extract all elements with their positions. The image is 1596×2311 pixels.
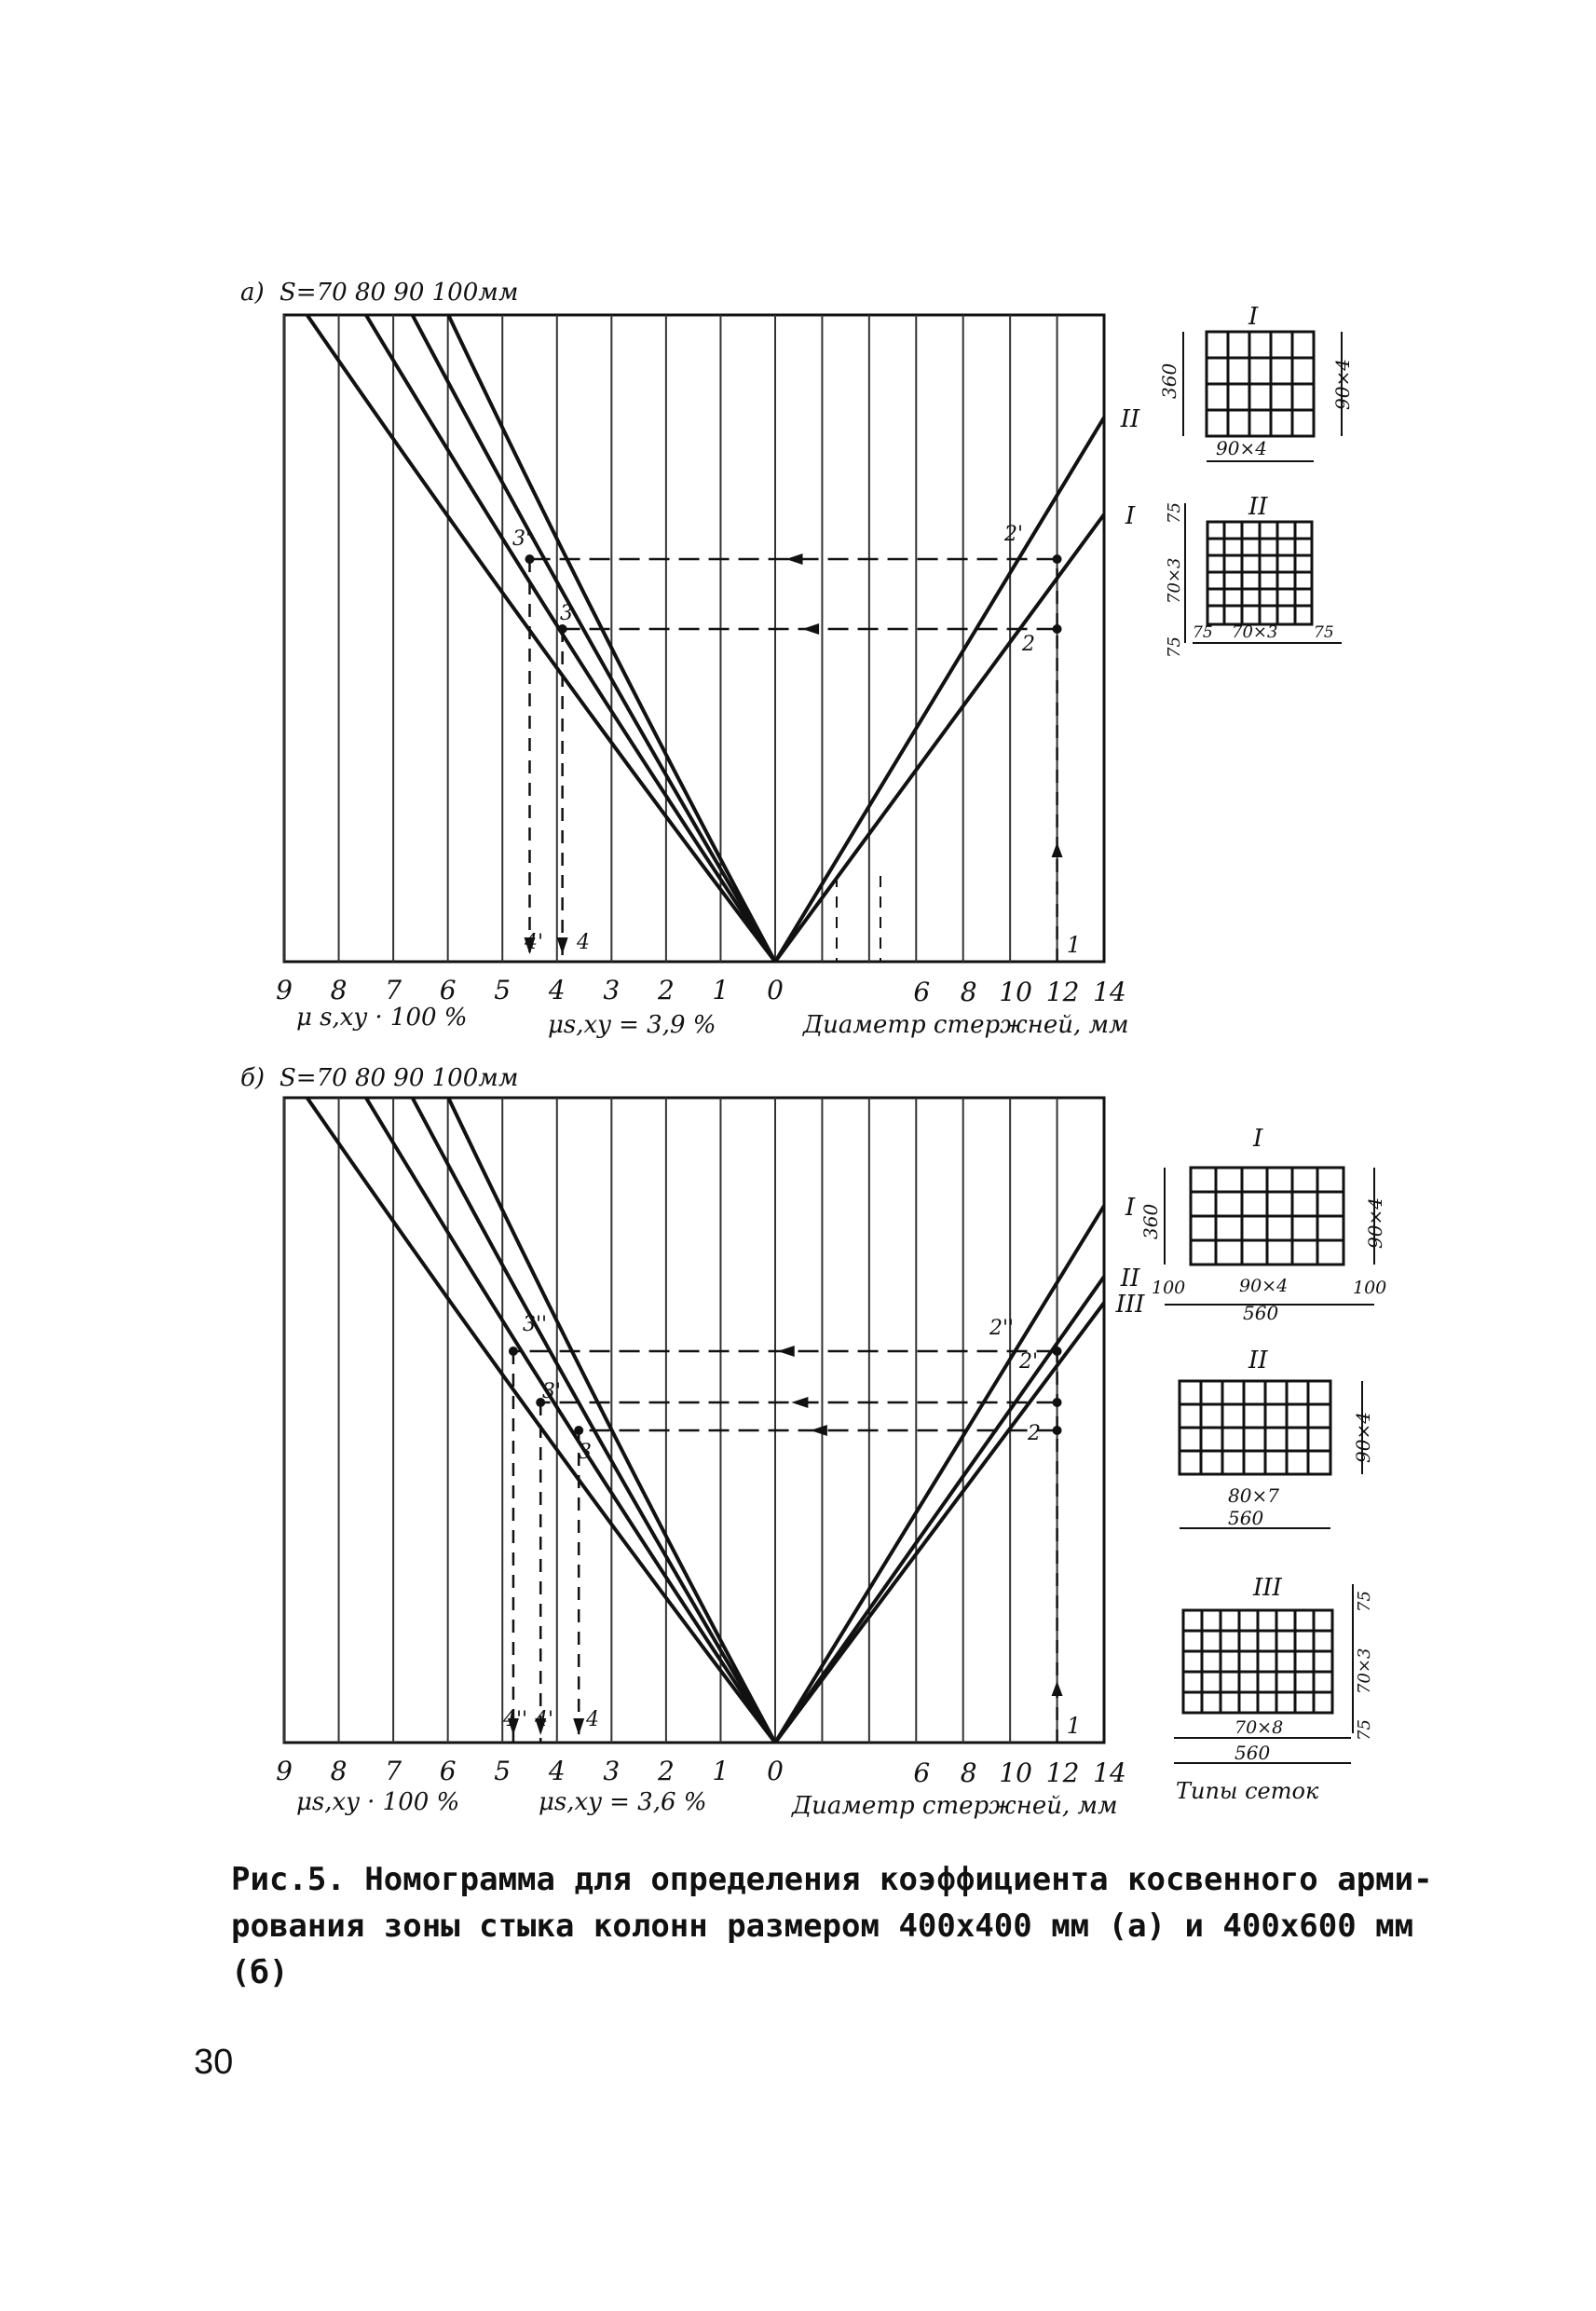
mesh-a-II-title: II <box>1248 493 1268 521</box>
series-line-S80 <box>366 1098 775 1743</box>
mesh-a-II-dim-left-bottom: 75 <box>1165 636 1184 658</box>
example-point-label: 3' <box>541 1380 562 1403</box>
mesh-b-II-dim-right: 90×4 <box>1352 1412 1374 1463</box>
tick-label-right: 14 <box>1093 977 1126 1007</box>
tick-label-right: 14 <box>1093 1757 1126 1788</box>
example-point-label: 2 <box>1022 633 1035 656</box>
example-point <box>509 1347 518 1356</box>
tick-label-right: 10 <box>999 1757 1032 1788</box>
series-line-S70 <box>307 1098 775 1743</box>
mesh-a-I-dim-right: 90×4 <box>1331 359 1354 410</box>
example-arrow-left <box>802 623 819 635</box>
series-line-S80 <box>366 315 775 962</box>
panel-b-s-values: S=70 80 90 100мм <box>280 1064 519 1092</box>
mesh-a-I-dim-bottom: 90×4 <box>1216 437 1267 459</box>
page-number: 30 <box>194 2043 234 2082</box>
nomogram-b <box>276 1098 1145 1788</box>
example-point-label: 1 <box>1066 1713 1082 1739</box>
example-point-label: 3 <box>560 602 573 625</box>
panel-b-result-label: μs,xy = 3,6 % <box>539 1788 707 1816</box>
mesh-b-I-dim-total: 560 <box>1243 1302 1279 1324</box>
example-point <box>1053 1426 1062 1435</box>
mesh-b-II <box>1180 1347 1374 1529</box>
mesh-b-III-dim-right-top: 75 <box>1355 1591 1374 1612</box>
example-point-label: 3 <box>579 1441 592 1464</box>
tick-label-left: 4 <box>548 975 566 1005</box>
tick-label-left: 3 <box>603 1756 621 1786</box>
mesh-b-II-dim-total: 560 <box>1228 1507 1264 1529</box>
example-arrow-up <box>1052 1681 1063 1696</box>
mesh-b-III <box>1174 1574 1374 1764</box>
example-arrow-left <box>791 1397 808 1408</box>
example-point-label: 2' <box>1018 1350 1039 1374</box>
mesh-a-II-dim-bottom-left: 75 <box>1193 623 1213 642</box>
tick-label-left: 8 <box>330 975 348 1005</box>
series-line-mesh-I <box>775 1206 1104 1743</box>
example-point <box>574 1426 583 1435</box>
caption-line-1: Рис.5. Номограмма для определения коэффициента косвенного арми- <box>231 1861 1433 1898</box>
example-arrow-left <box>811 1425 827 1436</box>
tick-label-left: 0 <box>767 975 784 1005</box>
example-arrow-down <box>573 1718 584 1735</box>
panel-b-xlabel-right: Диаметр стержней, мм <box>792 1792 1118 1820</box>
panel-b-xlabel-left: μs,xy · 100 % <box>296 1788 460 1816</box>
example-point-label: 4' <box>534 1708 554 1731</box>
tick-label-left: 6 <box>439 1756 457 1786</box>
tick-label-left: 5 <box>494 975 512 1005</box>
tick-label-right: 12 <box>1045 977 1080 1007</box>
example-point-label: 3'' <box>522 1313 548 1336</box>
tick-label-right: 6 <box>913 977 931 1007</box>
mesh-a-II <box>1165 493 1342 658</box>
mesh-b-I-dim-bottom-right: 100 <box>1353 1278 1387 1298</box>
example-point <box>1053 1347 1062 1356</box>
mesh-b-I-dim-bottom-left: 100 <box>1152 1278 1186 1298</box>
tick-label-right: 10 <box>999 977 1032 1007</box>
tick-label-left: 3 <box>603 975 621 1005</box>
panel-a-xlabel-right: Диаметр стержней, мм <box>803 1011 1129 1039</box>
example-point-label: 3' <box>512 527 532 551</box>
series-line-mesh-I <box>775 514 1104 962</box>
example-point <box>1053 1398 1062 1407</box>
mesh-b-I <box>1139 1125 1386 1324</box>
mesh-b-I-title: I <box>1253 1125 1263 1153</box>
mesh-b-I-dim-bottom: 90×4 <box>1239 1276 1289 1296</box>
tick-label-left: 7 <box>385 1756 402 1786</box>
series-line-mesh-III <box>775 1303 1104 1743</box>
example-point-label: 4 <box>586 1708 599 1731</box>
example-point-label: 1 <box>1066 932 1082 958</box>
example-point <box>525 554 535 564</box>
example-arrow-down <box>557 937 568 954</box>
caption-line-2: рования зоны стыка колонн размером 400х400 мм (а) и 400х600 мм (б) <box>231 1908 1414 1991</box>
mesh-b-III-dim-right-bottom: 75 <box>1355 1719 1374 1741</box>
mesh-a-II-dim-left-mid: 70×3 <box>1165 557 1184 604</box>
example-point <box>1053 554 1062 564</box>
tick-label-left: 2 <box>657 975 675 1005</box>
panel-a-s-values: S=70 80 90 100мм <box>280 279 519 307</box>
figure-caption <box>231 1856 1442 1996</box>
series-label-mesh-III: III <box>1115 1291 1145 1319</box>
mesh-b-I-dim-right: 90×4 <box>1364 1197 1386 1249</box>
panel-a-xlabel-left: μ s,xy · 100 % <box>296 1004 468 1032</box>
tick-label-left: 9 <box>276 975 293 1005</box>
panel-b-header: б) <box>240 1064 266 1092</box>
mesh-a-II-dim-bottom-right: 75 <box>1314 623 1334 642</box>
tick-label-left: 0 <box>767 1756 784 1786</box>
example-point <box>558 624 567 634</box>
panel-a-result-label: μs,xy = 3,9 % <box>548 1011 716 1039</box>
example-arrow-left <box>786 554 803 565</box>
tick-label-left: 5 <box>494 1756 512 1786</box>
series-label-mesh-II: II <box>1120 405 1140 433</box>
mesh-b-II-dim-bottom: 80×7 <box>1228 1484 1279 1507</box>
series-label-mesh-I: I <box>1125 1194 1136 1222</box>
tick-label-left: 1 <box>712 975 730 1005</box>
mesh-a-I-dim-height: 360 <box>1158 362 1180 399</box>
example-point-label: 2'' <box>989 1317 1015 1340</box>
mesh-a-II-dim-bottom: 70×3 <box>1232 622 1278 642</box>
tick-label-left: 7 <box>385 975 402 1005</box>
example-point-label: 4' <box>524 931 544 954</box>
mesh-b-III-title: III <box>1253 1574 1282 1602</box>
panel-frame <box>284 315 1104 962</box>
tick-label-right: 12 <box>1045 1757 1080 1788</box>
mesh-b-I-dim-height: 360 <box>1139 1203 1162 1239</box>
tick-label-left: 2 <box>657 1756 675 1786</box>
mesh-b-III-dim-bottom: 70×8 <box>1235 1717 1284 1738</box>
tick-label-left: 9 <box>276 1756 293 1786</box>
mesh-b-II-title: II <box>1248 1347 1268 1374</box>
mesh-a-I <box>1158 303 1354 461</box>
mesh-b-III-dim-right-mid: 70×3 <box>1355 1648 1374 1694</box>
mesh-a-II-dim-left-top: 75 <box>1165 502 1184 524</box>
mesh-types-caption: Типы сеток <box>1176 1778 1319 1804</box>
tick-label-left: 4 <box>548 1756 566 1786</box>
example-arrow-up <box>1052 842 1063 857</box>
mesh-b-III-dim-total: 560 <box>1235 1742 1271 1764</box>
series-line-mesh-II <box>775 1277 1104 1743</box>
example-point-label: 4'' <box>502 1708 528 1731</box>
nomogram-a <box>276 315 1140 1007</box>
panel-a-header: а) <box>240 279 265 307</box>
example-point-label: 2' <box>1003 523 1024 546</box>
tick-label-right: 8 <box>960 1757 977 1788</box>
series-label-mesh-II: II <box>1120 1265 1140 1292</box>
example-point-label: 2 <box>1028 1422 1041 1445</box>
series-line-S70 <box>307 315 775 962</box>
series-label-mesh-I: I <box>1125 502 1136 530</box>
example-point <box>1053 624 1062 634</box>
tick-label-right: 6 <box>913 1757 931 1788</box>
tick-label-left: 6 <box>439 975 457 1005</box>
series-line-mesh-II <box>775 417 1104 962</box>
tick-label-left: 1 <box>712 1756 730 1786</box>
panel-frame <box>284 1098 1104 1743</box>
mesh-a-I-title: I <box>1248 303 1259 331</box>
example-point-label: 4 <box>577 931 590 954</box>
example-arrow-left <box>778 1346 795 1357</box>
tick-label-left: 8 <box>330 1756 348 1786</box>
tick-label-right: 8 <box>960 977 977 1007</box>
